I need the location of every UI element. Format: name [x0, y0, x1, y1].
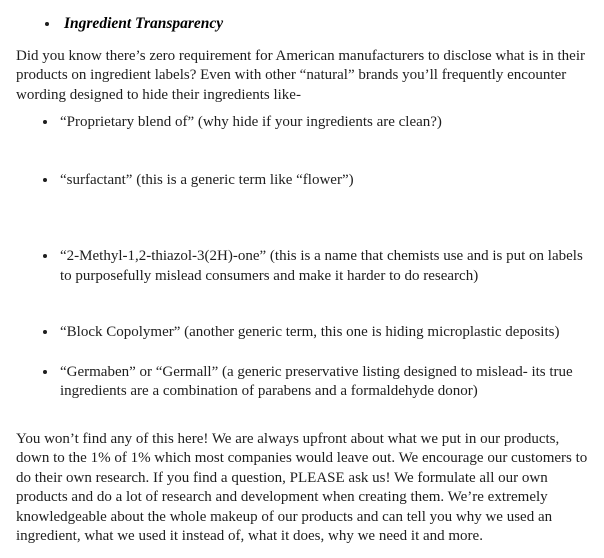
intro-paragraph: Did you know there’s zero requirement for American manufacturers to disclose what is in their products on ingredient labels? Even with other “natural” brands you’ll frequently encounter wording designed to hide their ingredients like- [16, 47, 585, 103]
list-item-proprietary-blend: • “Proprietary blend of” (why hide if your ingredients are clean?) [58, 113, 588, 133]
section-heading-item [60, 14, 588, 35]
hidden-terms-list [16, 113, 588, 402]
list-item-germaben-germall: • “Germaben” or “Germall” (a generic preservative listing designed to mislead- its true ingredients are a combination of parabens and a formaldehyde donor) [58, 363, 588, 402]
list-item-methyl-thiazol: • “2-Methyl-1,2-thiazol-3(2H)-one” (this is a name that chemists use and is put on labels to purposefully mislead consumers and make it harder to do research) [58, 247, 588, 286]
list-item-surfactant: • “surfactant” (this is a generic term like “flower”) [58, 171, 588, 191]
list-item-block-copolymer: • “Block Copolymer” (another generic term, this one is hiding microplastic deposits) [58, 323, 588, 343]
closing-paragraph: You won’t find any of this here! We are always upfront about what we put in our products, down to the 1% of 1% which most companies would leave out. We encourage our customers to do their own research. If you find a question, PLEASE ask us! We formulate all our own products and do a lot of research and development when creating them. We’re extremely knowledgeable about the whole makeup of our products and can tell you why we used an ingredient, what we used it instead of, what it does, why we need it and more. [16, 430, 588, 544]
section-heading-list [16, 14, 588, 35]
page-title: Ingredient Transparency [64, 15, 224, 32]
